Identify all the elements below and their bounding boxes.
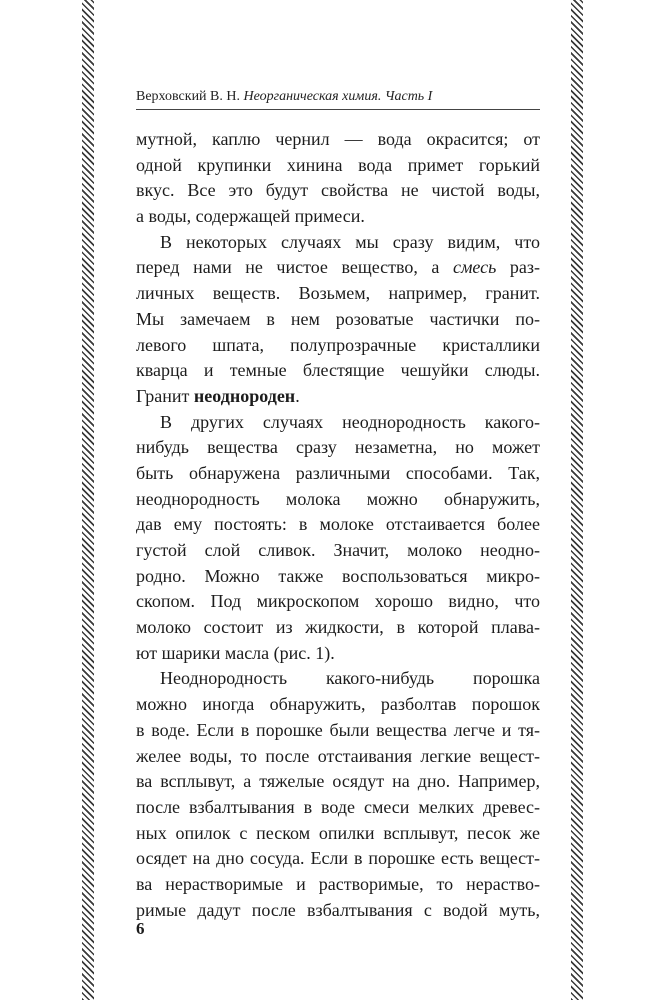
text-line: ва всплывут, а тяжелые осядут на дно. Например,	[136, 771, 540, 792]
text-line: дав ему постоять: в молоке отстаивается более	[136, 514, 540, 535]
text-line: скопом. Под микроскопом хорошо видно, что	[136, 591, 540, 612]
text-line: личных веществ. Возьмем, например, гранит.	[136, 283, 540, 304]
header-rule	[136, 109, 540, 110]
text-line: вкус. Все это будут свойства не чистой воды,	[136, 180, 540, 201]
text-line	[136, 255, 540, 281]
text-line: а воды, содержащей примеси.	[136, 206, 365, 227]
text-run: раз-	[509, 257, 540, 278]
emphasis-term: смесь	[452, 257, 497, 278]
text-line: Неоднородность какого-нибудь порошка	[160, 668, 540, 689]
text-line: В некоторых случаях мы сразу видим, что	[160, 231, 540, 252]
text-line: быть обнаружена различными способами. Так,	[136, 462, 540, 483]
page-number: 6	[136, 919, 145, 938]
page-edge-left	[82, 0, 94, 1000]
running-head	[136, 88, 540, 106]
text-line: молоко состоит из жидкости, в которой плава-	[136, 617, 540, 638]
text-line: осядет на дно сосуда. Если в порошке есть вещест-	[136, 848, 540, 869]
text-line: В других случаях неоднородность какого-	[160, 411, 540, 432]
text-line: нибудь вещества сразу незаметна, но может	[136, 437, 540, 458]
bold-term: неоднороден	[193, 385, 296, 406]
text-run: перед нами не чистое вещество, а	[136, 257, 440, 278]
text-line: одной крупинки хинина вода примет горький	[136, 154, 540, 175]
text-line	[136, 384, 540, 410]
text-line: ют шарики масла (рис. 1).	[136, 642, 335, 663]
text-line: после взбалтывания в воде смеси мелких древес-	[136, 796, 540, 817]
page-edge-right	[571, 0, 583, 1000]
text-line: можно иногда обнаружить, разболтав порошок	[136, 694, 540, 715]
book-page	[120, 0, 540, 1000]
text-line: кварца и темные блестящие чешуйки слюды.	[136, 360, 540, 381]
text-line: ва нерастворимые и растворимые, то нераство-	[136, 873, 540, 894]
text-line: желее воды, то после отстаивания легкие вещест-	[136, 745, 540, 766]
text-line: мутной, каплю чернил — вода окрасится; от	[136, 129, 540, 149]
text-line: родно. Можно также воспользоваться микро-	[136, 565, 540, 586]
text-run: Гранит	[136, 385, 190, 406]
running-head-author: Верховский В. Н.	[136, 89, 240, 104]
text-line: Мы замечаем в нем розоватые частички по-	[136, 308, 540, 329]
text-line: левого шпата, полупрозрачные кристаллики	[136, 334, 540, 355]
text-run: .	[295, 385, 300, 406]
running-head-title: Неорганическая химия. Часть I	[243, 89, 433, 104]
text-line: неоднородность молока можно обнаружить,	[136, 488, 540, 509]
text-line: ных опилок с песком опилки всплывут, песок же	[136, 822, 540, 843]
text-line: римые дадут после взбалтывания с водой муть,	[136, 899, 540, 920]
text-line: в воде. Если в порошке были вещества легче и тя-	[136, 719, 540, 740]
body-text	[136, 127, 540, 923]
text-line: густой слой сливок. Значит, молоко неодно-	[136, 540, 540, 560]
